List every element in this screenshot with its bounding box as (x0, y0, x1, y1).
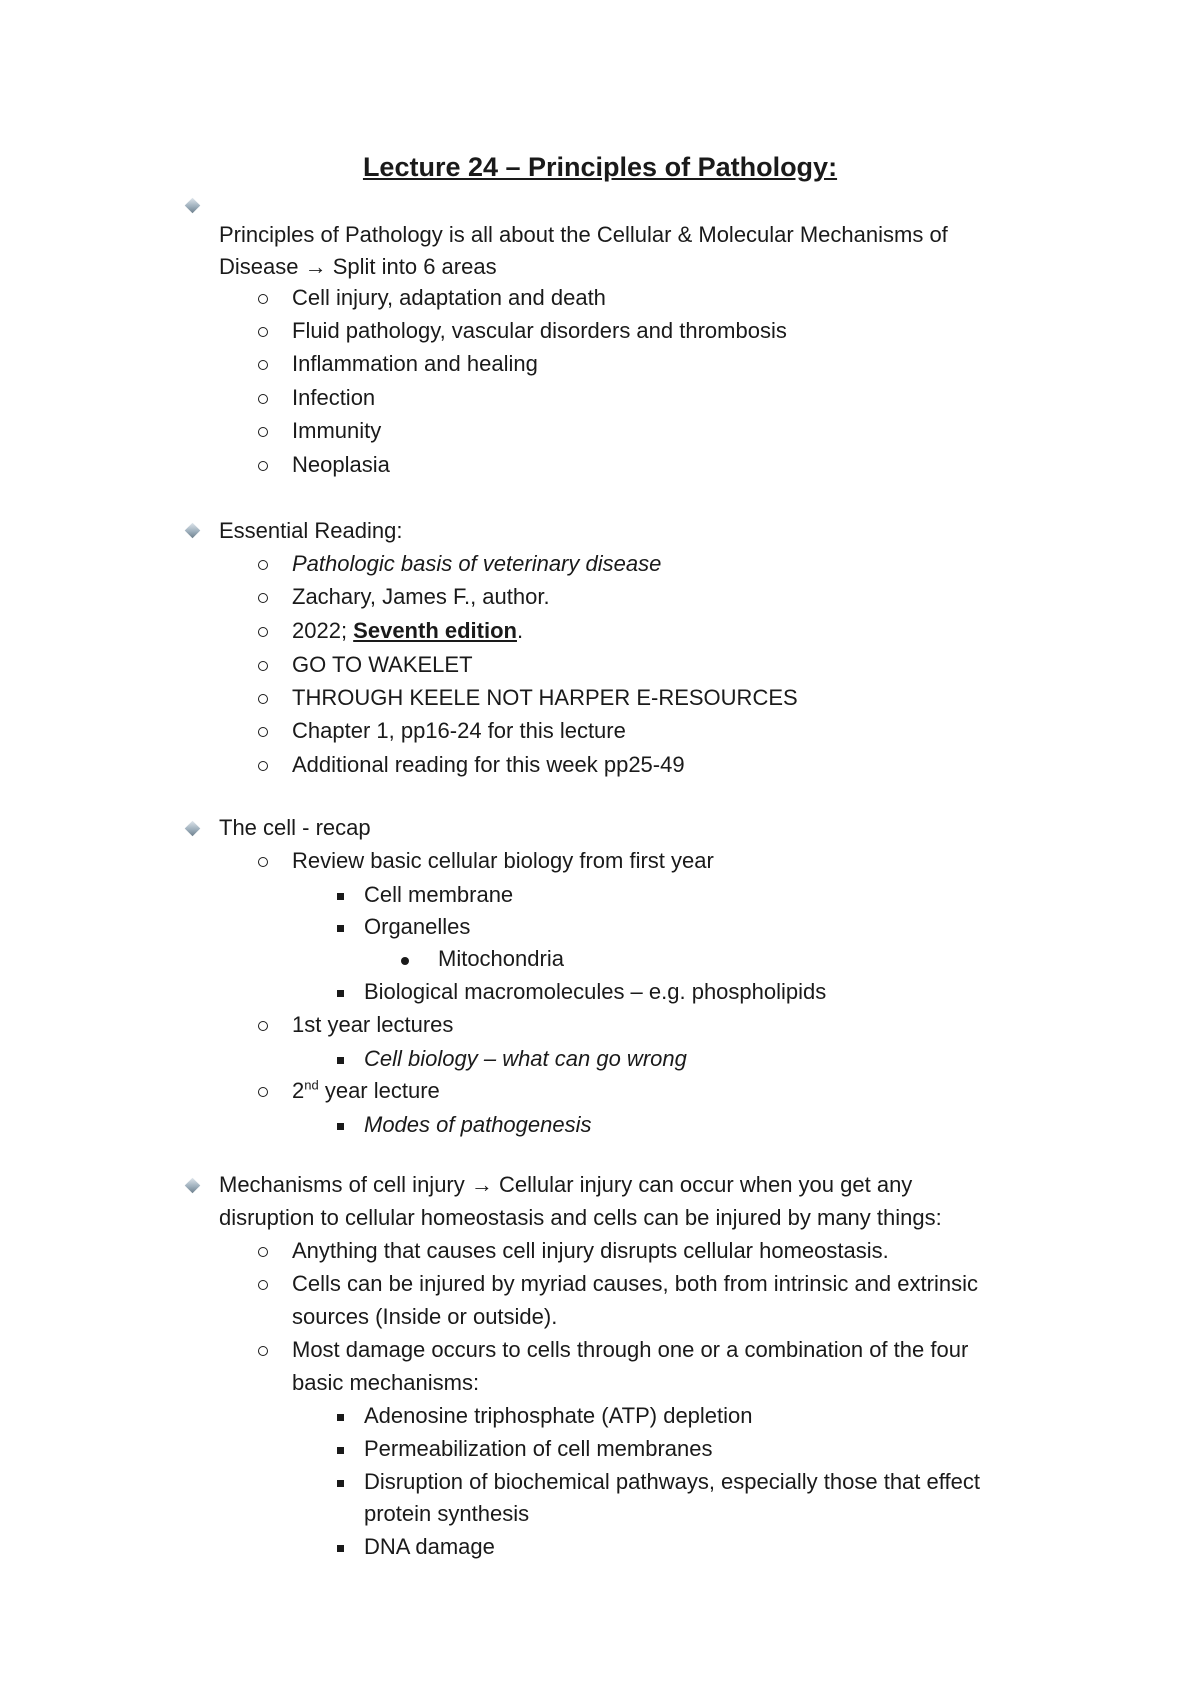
list-item: 1st year lectures (292, 1012, 454, 1037)
circle-bullet-icon (258, 394, 268, 404)
diamond-bullet-icon (185, 198, 201, 214)
circle-bullet-icon (258, 1021, 268, 1031)
list-item: Inflammation and healing (292, 351, 538, 376)
list-item: Organelles (364, 914, 471, 939)
list-item: Fluid pathology, vascular disorders and thrombosis (292, 318, 787, 343)
square-bullet-icon (337, 1123, 344, 1130)
circle-bullet-icon (258, 327, 268, 337)
circle-bullet-icon (258, 360, 268, 370)
list-item: Modes of pathogenesis (364, 1112, 592, 1137)
square-bullet-icon (337, 990, 344, 997)
circle-bullet-icon (258, 661, 268, 671)
list-item: Review basic cellular biology from first year (292, 848, 714, 873)
section-principles-line1: Principles of Pathology is all about the Cellular & Molecular Mechanisms of (219, 222, 948, 247)
second-year-label: year lecture (318, 1078, 440, 1103)
diamond-bullet-icon (185, 821, 201, 837)
list-item: Immunity (292, 418, 382, 443)
ordinal-number: 2 (292, 1078, 305, 1103)
square-bullet-icon (337, 1057, 344, 1064)
ordinal-suffix: nd (304, 1077, 319, 1093)
list-item: DNA damage (364, 1534, 495, 1559)
square-bullet-icon (337, 1447, 344, 1454)
square-bullet-icon (337, 1545, 344, 1552)
diamond-bullet-icon (185, 1178, 201, 1194)
section-principles-line2: Disease → Split into 6 areas (219, 254, 497, 279)
list-item: Disruption of biochemical pathways, especially those that effect (364, 1469, 980, 1494)
book-title: Pathologic basis of veterinary disease (292, 551, 662, 576)
list-item: Anything that causes cell injury disrupts cellular homeostasis. (292, 1238, 889, 1263)
circle-bullet-icon (258, 694, 268, 704)
circle-bullet-icon (258, 593, 268, 603)
second-year-line (292, 1076, 440, 1106)
circle-bullet-icon (258, 727, 268, 737)
list-item: Infection (292, 385, 376, 410)
list-item: Cell membrane (364, 882, 514, 907)
book-year: 2022; (292, 618, 354, 643)
list-item: THROUGH KEELE NOT HARPER E-RESOURCES (292, 685, 798, 710)
section-mechanisms-line1: Mechanisms of cell injury → Cellular injury can occur when you get any (219, 1172, 913, 1197)
list-item: Cells can be injured by myriad causes, both from intrinsic and extrinsic (292, 1271, 978, 1296)
circle-bullet-icon (258, 761, 268, 771)
list-item: Permeabilization of cell membranes (364, 1436, 713, 1461)
circle-bullet-icon (258, 857, 268, 867)
section-reading-heading: Essential Reading: (219, 518, 403, 543)
section-mechanisms-line2: disruption to cellular homeostasis and cells can be injured by many things: (219, 1205, 942, 1230)
circle-bullet-icon (258, 1247, 268, 1257)
diamond-bullet-icon (185, 523, 201, 539)
circle-bullet-icon (258, 294, 268, 304)
square-bullet-icon (337, 1480, 344, 1487)
list-item-continuation: basic mechanisms: (292, 1370, 480, 1395)
list-item: Cell injury, adaptation and death (292, 285, 606, 310)
list-item: Additional reading for this week pp25-49 (292, 752, 685, 777)
book-edition-suffix: . (516, 618, 524, 643)
list-item-continuation: sources (Inside or outside). (292, 1304, 558, 1329)
circle-bullet-icon (258, 560, 268, 570)
list-item: Most damage occurs to cells through one or a combination of the four (292, 1337, 969, 1362)
list-item-continuation: protein synthesis (364, 1501, 530, 1526)
list-item: Chapter 1, pp16-24 for this lecture (292, 718, 626, 743)
book-author: Zachary, James F., author. (292, 584, 550, 609)
list-item: Mitochondria (438, 946, 564, 971)
section-cell-heading: The cell - recap (219, 815, 371, 840)
circle-bullet-icon (258, 1087, 268, 1097)
book-edition: Seventh edition (353, 618, 517, 643)
circle-bullet-icon (258, 627, 268, 637)
square-bullet-icon (337, 893, 344, 900)
square-bullet-icon (337, 925, 344, 932)
page-title: Lecture 24 – Principles of Pathology: (362, 152, 838, 182)
circle-bullet-icon (258, 1346, 268, 1356)
list-item: Neoplasia (292, 452, 390, 477)
list-item: GO TO WAKELET (292, 652, 473, 677)
list-item: Biological macromolecules – e.g. phospholipids (364, 979, 827, 1004)
circle-bullet-icon (258, 427, 268, 437)
list-item: Cell biology – what can go wrong (364, 1046, 687, 1071)
square-bullet-icon (337, 1414, 344, 1421)
list-item: Adenosine triphosphate (ATP) depletion (364, 1403, 753, 1428)
circle-bullet-icon (258, 1280, 268, 1290)
circle-bullet-icon (258, 461, 268, 471)
book-edition-line (292, 616, 523, 646)
dot-bullet-icon (401, 957, 409, 965)
